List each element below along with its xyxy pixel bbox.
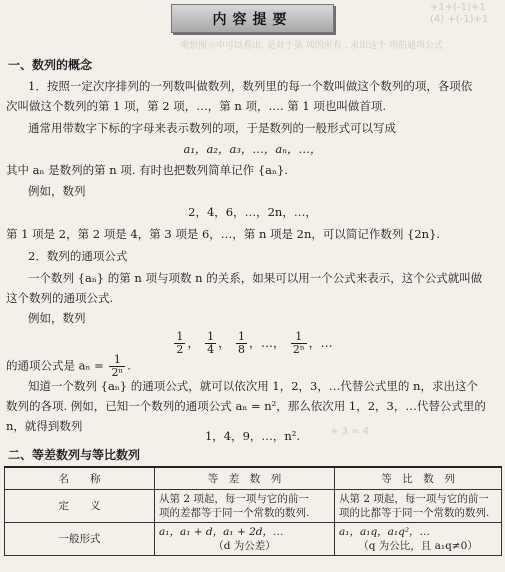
table-header-cell: 等 差 数 列 <box>155 467 335 490</box>
table-row <box>5 523 502 556</box>
bleed-through-text: +1+(-1)+1 <box>430 2 486 13</box>
formula-general-form: a₁，a₂，a₃，…，aₙ，…， <box>183 142 322 156</box>
table-header-row <box>5 467 502 490</box>
paragraph-line: 数列的各项. 例如，已知一个数列的通项公式 aₙ = n²，那么依次用 1，2，3，…代替公式里的 <box>6 399 486 413</box>
fraction: $\frac{1}{4}$ <box>207 330 215 356</box>
table-header-cell: 等 比 数 列 <box>335 467 502 490</box>
table-row <box>5 490 502 523</box>
fraction: $\frac{1}{8}$ <box>238 330 246 356</box>
section-2-heading: 二、等差数列与等比数列 <box>8 448 141 462</box>
section-banner: 内容提要 <box>171 4 334 33</box>
formula-squares-sequence: 1，4，9，…，n². <box>204 429 301 443</box>
paragraph-line: 例如，数列 <box>28 311 86 325</box>
table-cell: a₁，a₁ + d，a₁ + 2d，… （d 为公差） <box>155 523 335 556</box>
paragraph-line: 通常用带数字下标的字母来表示数列的项，于是数列的一般形式可以写成 <box>28 121 396 135</box>
paragraph-line: n，就得到数列 <box>6 419 83 433</box>
paragraph-line: 这个数列的通项公式. <box>6 291 114 305</box>
table-header-cell: 名 称 <box>5 467 155 490</box>
section-1-heading: 一、数列的概念 <box>8 58 93 72</box>
bleed-through-text: + 3 = 4 <box>330 426 370 437</box>
paragraph-line: 第 1 项是 2，第 2 项是 4，第 3 项是 6，…，第 n 项是 2n，可以简记作数列 {2n}. <box>6 227 441 241</box>
table-cell: 从第 2 项起，每一项与它的前一 项的差都等于同一个常数的数列. <box>155 490 335 523</box>
formula-example-sequence: 2，4，6，…，2n，…， <box>188 205 317 219</box>
paragraph-line: 一个数列 {aₙ} 的第 n 项与项数 n 的关系，如果可以用一个公式来表示，这个公式就叫做 <box>28 271 483 285</box>
table-row-label: 定 义 <box>5 490 155 523</box>
fraction: $\frac{1}{\text{2ⁿ}}$ <box>111 353 124 379</box>
general-term-line: 的通项公式是 aₙ = $\frac{1}{\text{2ⁿ}}$ . <box>6 353 131 379</box>
formula-fraction-sequence: $\frac{1}{2}$ ， $\frac{1}{4}$ ， $\frac{1}{8}$ ，…， $\frac{1}{\text{2ⁿ}}$ ，… <box>176 330 333 356</box>
bleed-through-text: (4) +(-1)+1 <box>430 14 489 25</box>
subsection-heading: 2．数列的通项公式 <box>28 249 128 263</box>
paragraph-line: 其中 aₙ 是数列的第 n 项. 有时也把数列简单记作 {aₙ}. <box>6 163 288 177</box>
comparison-table <box>4 466 502 556</box>
paragraph-line: 例如，数列 <box>28 184 86 198</box>
fraction: $\frac{1}{2}$ <box>176 330 184 356</box>
paragraph-line: 1．按照一定次序排列的一列数叫做数列，数列里的每一个数叫做这个数列的项，各项依 <box>28 79 473 93</box>
bleed-through-text: 观察图示中可以看出, 是对于第 项的所有 , 求出这个 项的通项公式 <box>180 41 444 51</box>
paragraph-line: 次叫做这个数列的第 1 项，第 2 项，…，第 n 项，…. 第 1 项也叫做首项. <box>6 99 387 113</box>
paragraph-line: 知道一个数列 {aₙ} 的通项公式，就可以依次用 1，2，3，…代替公式里的 n，求出这个 <box>28 379 478 393</box>
table-cell: a₁，a₁q，a₁q²，… （q 为公比，且 a₁q≠0） <box>335 523 502 556</box>
table-cell: 从第 2 项起，每一项与它的前一 项的比都等于同一个常数的数列. <box>335 490 502 523</box>
table-row-label: 一般形式 <box>5 523 155 556</box>
fraction: $\frac{1}{\text{2ⁿ}}$ <box>292 330 305 356</box>
